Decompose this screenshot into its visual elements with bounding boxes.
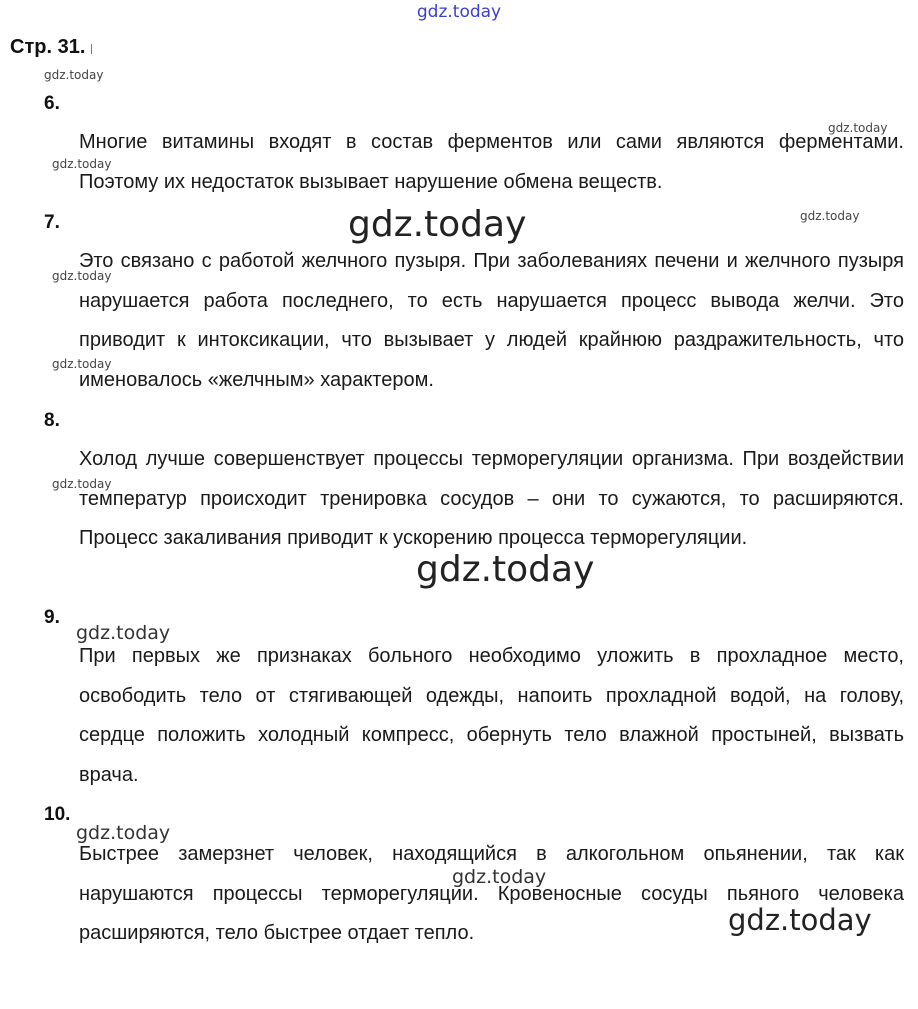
watermark: gdz.today: [828, 121, 888, 135]
answer-text-10: Быстрее замерзнет человек, находящийся в алкогольном опьянении, так как нарушаются процессы терморегуляции. Кровеносные сосуды пьяного человека расширяются, тело быстрее отдает тепло.: [79, 843, 904, 945]
answer-number-8: 8.: [44, 410, 60, 431]
answer-text-8: Холод лучше совершенствует процессы терморегуляции организма. При воздействии температур происходит тренировка сосудов – они то сужаются, то расширяются. Процесс закаливания приводит к ускорению процесса терморегуляции.: [79, 448, 904, 550]
watermark: gdz.today: [52, 357, 112, 371]
watermark: gdz.today: [52, 157, 112, 171]
answer-number-7: 7.: [44, 212, 60, 233]
watermark: gdz.today: [52, 269, 112, 283]
page-label: Стр. 31.: [10, 36, 86, 58]
watermark: gdz.today: [452, 866, 547, 888]
answer-text-6: Многие витамины входят в состав ферментов или сами являются ферментами. Поэтому их недостаток вызывает нарушение обмена веществ.: [79, 131, 904, 193]
watermark: gdz.today: [728, 903, 872, 937]
top-watermark: gdz.today: [416, 2, 502, 22]
watermark: gdz.today: [52, 477, 112, 491]
answer-number-10: 10.: [44, 804, 71, 825]
watermark: gdz.today: [800, 209, 860, 223]
watermark: gdz.today: [76, 622, 171, 644]
watermark: gdz.today: [348, 204, 527, 245]
watermark: gdz.today: [76, 822, 171, 844]
header-mark: [91, 44, 92, 54]
watermark: gdz.today: [416, 549, 595, 590]
answer-text-9: При первых же признаках больного необходимо уложить в прохладное место, освободить тело от стягивающей одежды, напоить прохладной водой, на голову, сердце положить холодный компресс, обернуть тело влажной простыней, вызвать врача.: [79, 645, 904, 786]
page-title: [10, 36, 92, 59]
answer-number-6: 6.: [44, 93, 60, 114]
answer-number-9: 9.: [44, 607, 60, 628]
watermark: gdz.today: [44, 68, 104, 82]
answer-text-7: Это связано с работой желчного пузыря. При заболеваниях печени и желчного пузыря нарушается работа последнего, то есть нарушается процесс вывода желчи. Это приводит к интоксикации, что вызывает у людей крайнюю раздражительность, что именовалось «желчным» характером.: [79, 250, 904, 391]
